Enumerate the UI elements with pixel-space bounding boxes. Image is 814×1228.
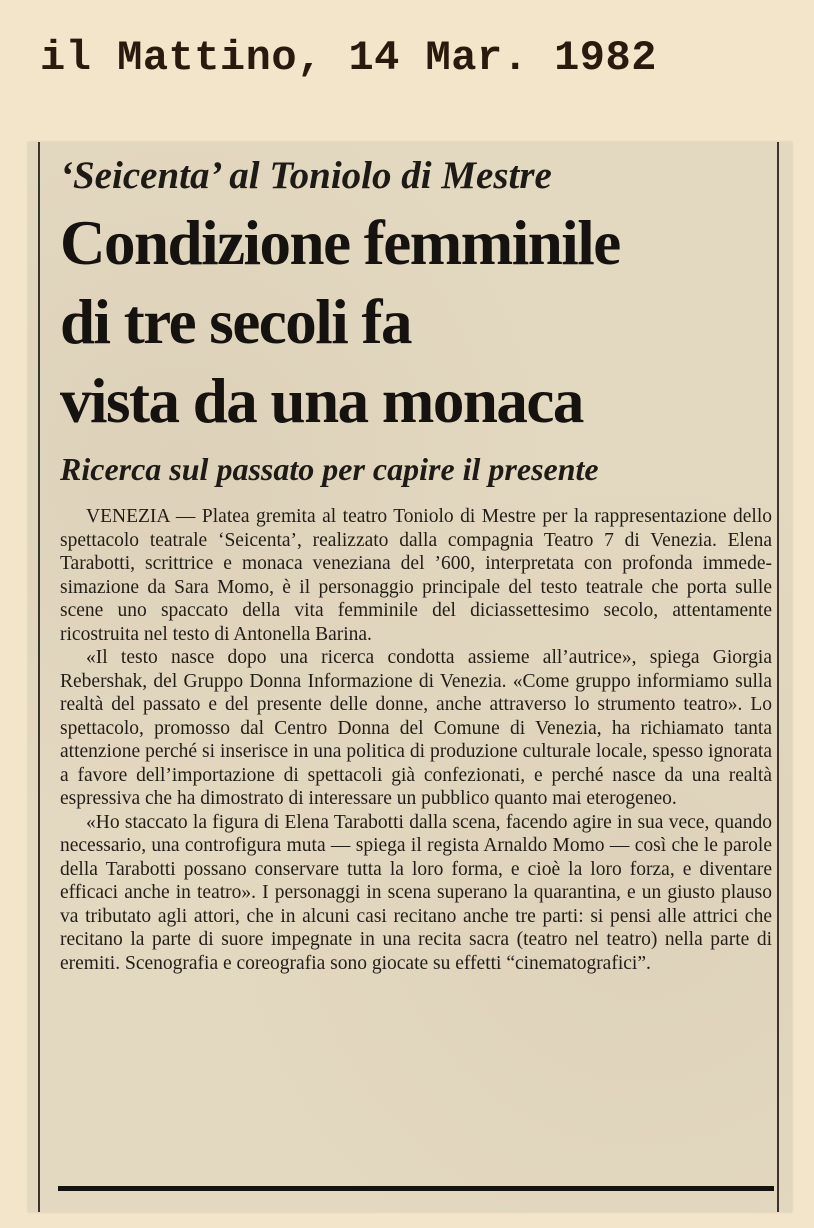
closing-rule	[58, 1186, 774, 1191]
article-body	[60, 505, 772, 975]
column-rule-left	[38, 142, 40, 1212]
headline-line: di tre secoli fa	[60, 287, 411, 357]
article-headline	[60, 204, 772, 441]
article-paragraph: «Ho staccato la figura di Elena Tarabotti dalla scena, facendo agire in sua vece, quando necessario, una controfigura muta — spiega il regista Arnaldo Momo — così che le parole della Tarabotti possano conservare tutta la loro forma, e cioè la loro forza, e diventare efficaci anche in teatro». I personaggi in scena superano la quarantina, e un giusto plauso va tributato agli attori, che in alcuni casi recitano anche tre parti: si pensi alle attrici che recitano la parte di suore impegnate in una recita sacra (teatro nel teatro) nella parte di eremiti. Scenografia e coreografia sono giocate su effetti “cinematografici”.	[60, 811, 772, 974]
article-paragraph: VENEZIA — Platea gremita al teatro Toniolo di Mestre per la rappresentazione dello spettacolo teatrale ‘Seicenta’, realizzato dalla compagnia Teatro 7 di Venezia. Elena Tarabotti, scrittrice e monaca veneziana del ’600, interpretata con profonda immedesimazione da Sara Momo, è il personaggio principale del testo teatrale che porta sulle scene uno spaccato della vita femminile del diciassettesimo secolo, attentamente ricostruita nel testo di Antonella Barina.	[60, 506, 772, 645]
article-subhead: Ricerca sul passato per capire il presente	[60, 451, 599, 487]
headline-line: Condizione femminile	[60, 208, 620, 278]
headline-line: vista da una monaca	[60, 366, 583, 436]
column-rule-right	[777, 142, 779, 1212]
article	[60, 154, 772, 975]
source-caption: il Mattino, 14 Mar. 1982	[40, 34, 657, 82]
article-kicker: ‘Seicenta’ al Toniolo di Mestre	[60, 154, 552, 197]
newspaper-clipping	[28, 142, 792, 1212]
article-paragraph: «Il testo nasce dopo una ricerca condotta assieme all’autrice», spiega Giorgia Rebershak, del Gruppo Donna Informazione di Venezia. «Come gruppo informiamo sulla realtà del passato e del presente delle donne, anche attraverso lo strumento teatro». Lo spettacolo, promosso dal Centro Donna del Comune di Venezia, ha richiamato tanta attenzione perché si inserisce in una politica di produzione culturale locale, spesso ignorata a favore dell’importazione di spettacoli già confezionati, e perché nasce da una realtà espressiva che ha dimostrato di interessare un pubblico quanto mai eterogeneo.	[60, 647, 772, 809]
